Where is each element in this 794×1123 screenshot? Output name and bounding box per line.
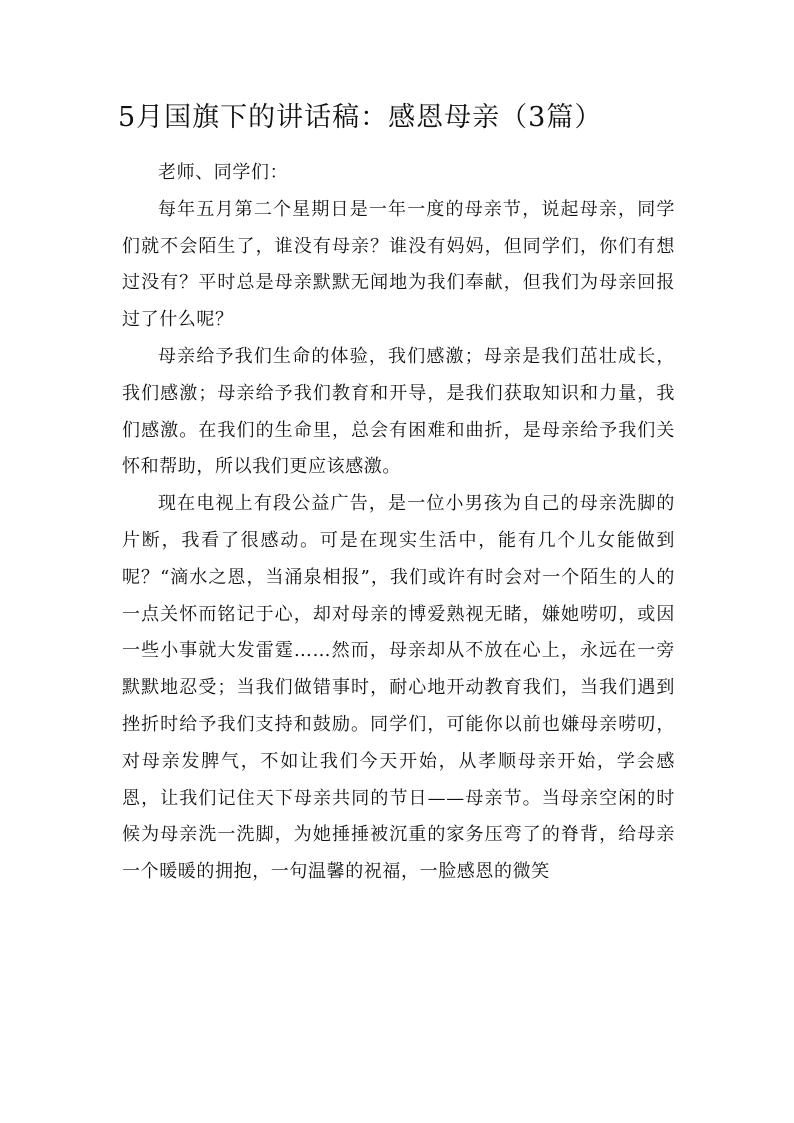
body-paragraph: 每年五月第二个星期日是一年一度的母亲节，说起母亲，同学们就不会陌生了，谁没有母亲？谁没有妈妈，但同学们，你们有想过没有？平时总是母亲默默无闻地为我们奉献，但我们为母亲回报过了什么呢？ (122, 198, 675, 331)
document-body (122, 155, 675, 891)
document-title: 5月国旗下的讲话稿：感恩母亲（3篇） (118, 102, 603, 133)
salutation-paragraph: 老师、同学们： (158, 162, 289, 183)
body-paragraph: 母亲给予我们生命的体验，我们感激；母亲是我们茁壮成长，我们感激；母亲给予我们教育和开导，是我们获取知识和力量，我们感激。在我们的生命里，总会有困难和曲折，是母亲给予我们关怀和帮助，所以我们更应该感激。 (122, 345, 675, 478)
body-paragraph: 现在电视上有段公益广告，是一位小男孩为自己的母亲洗脚的片断，我看了很感动。可是在现实生活中，能有几个儿女能做到呢？“滴水之恩，当涌泉相报”，我们或许有时会对一个陌生的人的一点关怀而铭记于心，却对母亲的博爱熟视无睹，嫌她唠叨，或因一些小事就大发雷霆……然而，母亲却从不放在心上，永远在一旁默默地忍受；当我们做错事时，耐心地开动教育我们，当我们遇到挫折时给予我们支持和鼓励。同学们，可能你以前也嫌母亲唠叨，对母亲发脾气，不如让我们今天开始，从孝顺母亲开始，学会感恩，让我们记住天下母亲共同的节日——母亲节。当母亲空闲的时候为母亲洗一洗脚，为她捶捶被沉重的家务压弯了的脊背，给母亲一个暖暖的拥抱，一句温馨的祝福，一脸感恩的微笑 (122, 493, 675, 883)
